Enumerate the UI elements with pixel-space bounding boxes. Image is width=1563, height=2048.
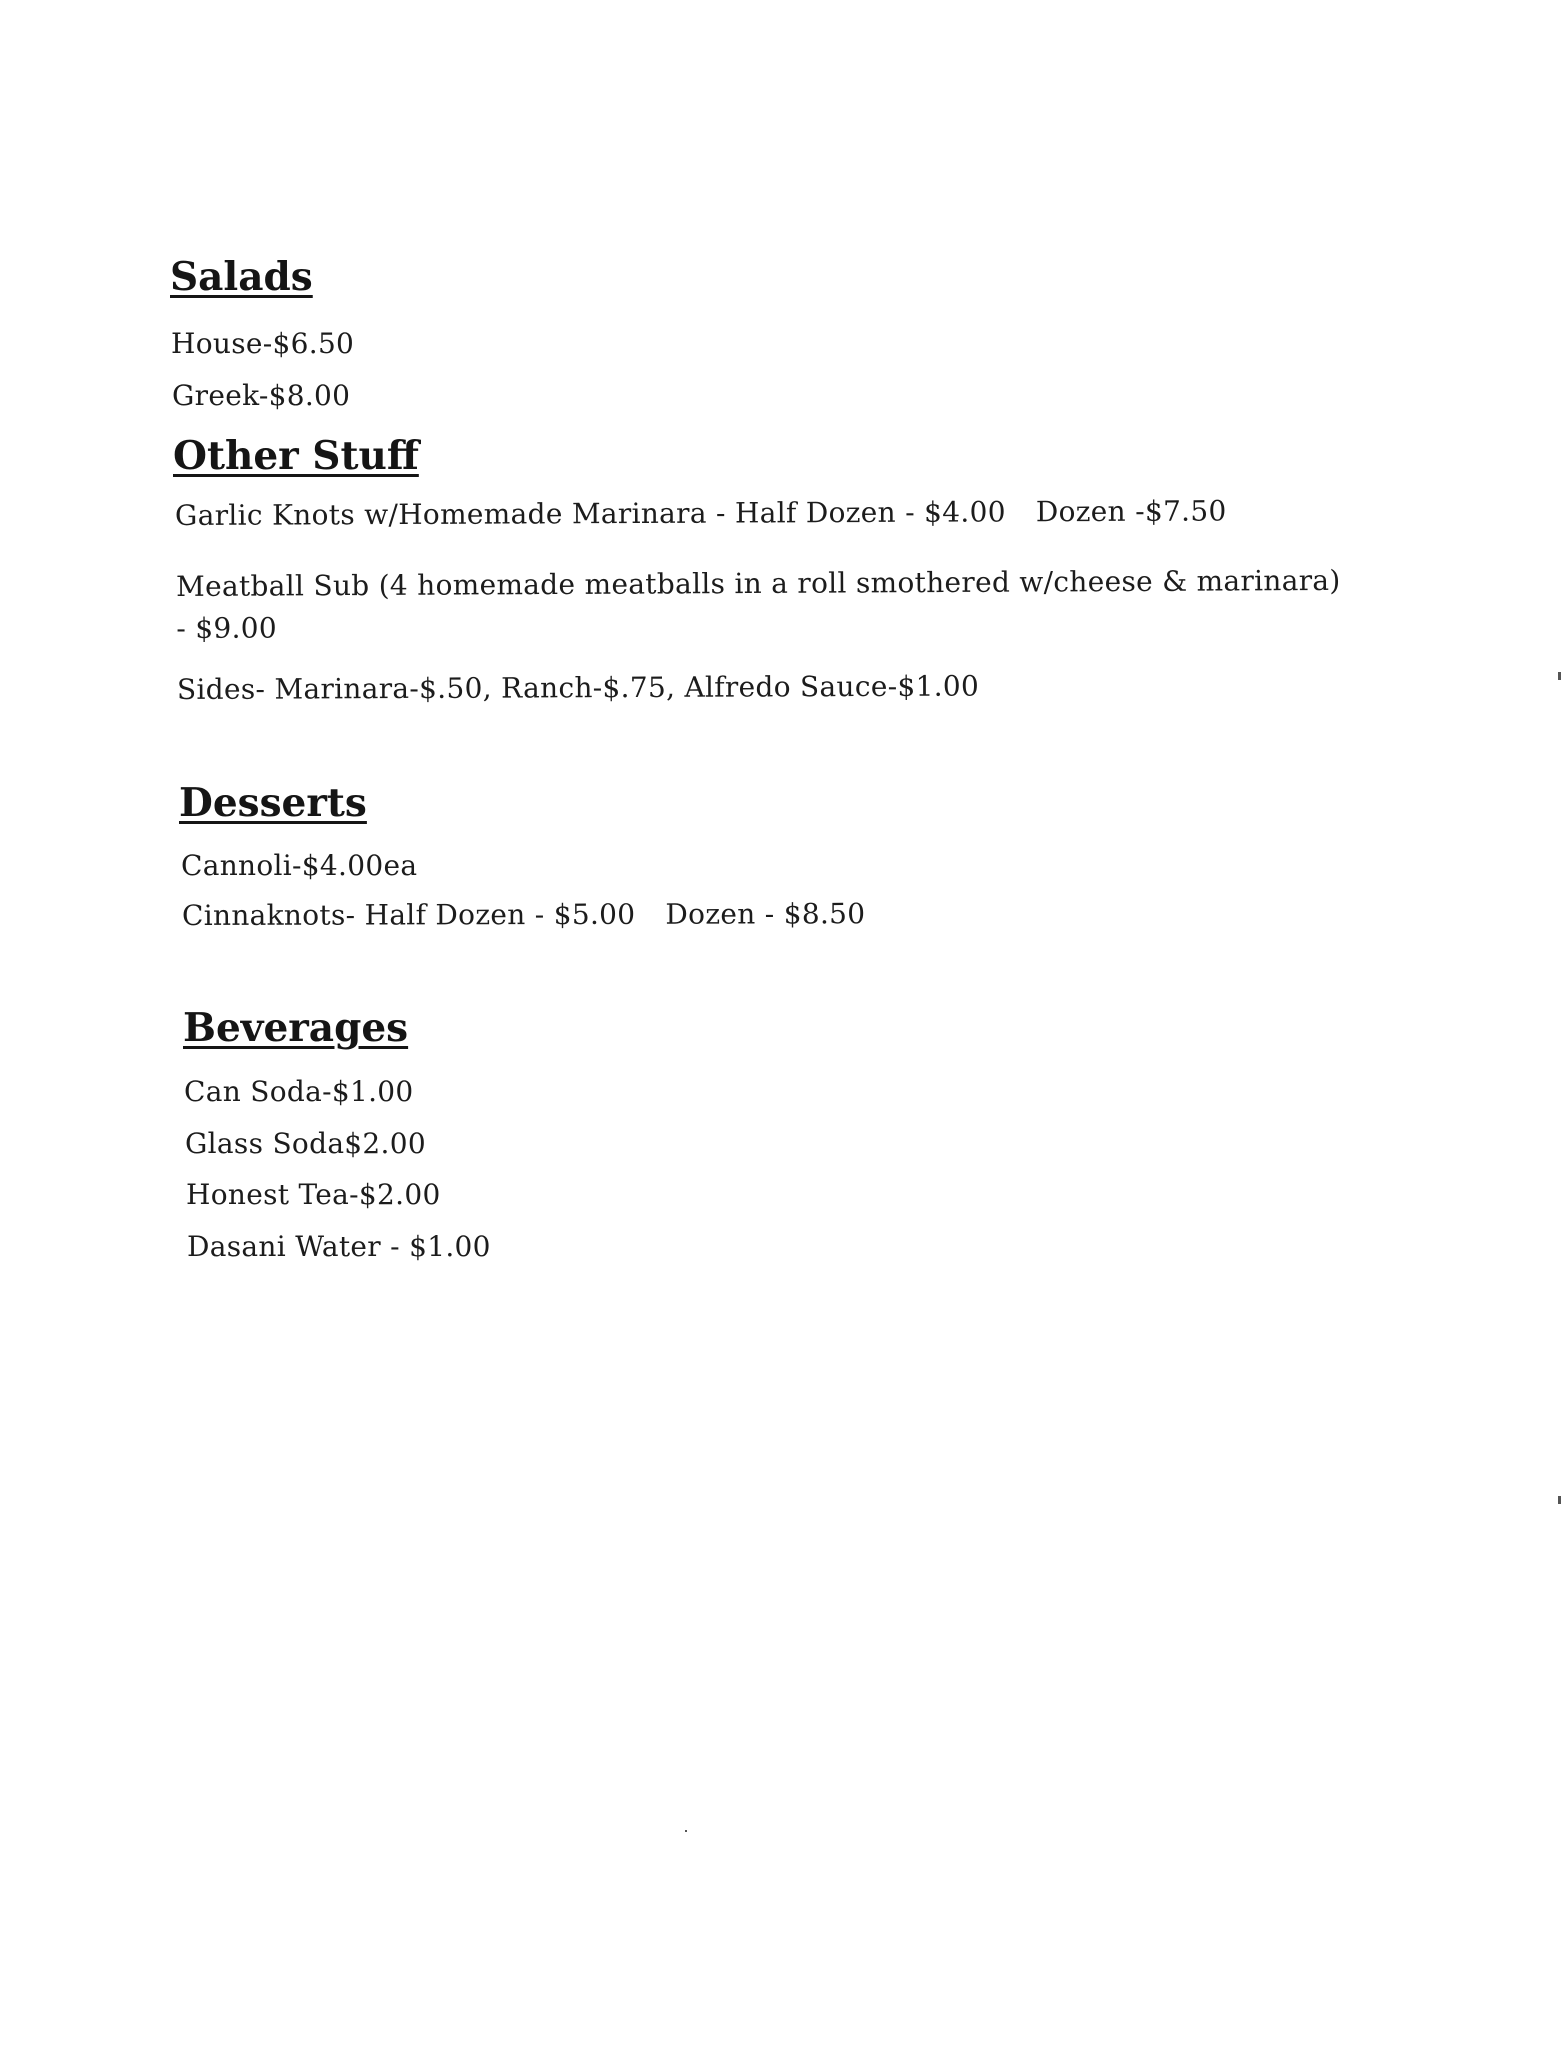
garlic-knots-half-dozen: Garlic Knots w/Homemade Marinara - Half Dozen - $4.00: [174, 495, 1006, 532]
other-stuff-heading: Other Stuff: [173, 433, 419, 479]
scan-speck: [1558, 1496, 1561, 1504]
beverages-heading: Beverages: [183, 1005, 409, 1051]
salad-item-greek: Greek-$8.00: [172, 379, 351, 412]
garlic-knots-item: [174, 494, 1227, 532]
meatball-sub-item: Meatball Sub (4 homemade meatballs in a roll smothered w/cheese & marinara) - $9.00: [176, 563, 1341, 645]
beverage-item-can-soda: Can Soda-$1.00: [184, 1075, 414, 1108]
desserts-heading: Desserts: [179, 780, 367, 826]
garlic-knots-dozen: Dozen -$7.50: [1035, 494, 1227, 529]
salads-heading: Salads: [170, 254, 313, 300]
cinnaknots-half-dozen: Cinnaknots- Half Dozen - $5.00: [181, 897, 636, 932]
salad-item-house: House-$6.50: [171, 327, 355, 360]
beverage-item-honest-tea: Honest Tea-$2.00: [186, 1178, 441, 1211]
scan-speck: [685, 1830, 687, 1832]
cinnaknots-dozen: Dozen - $8.50: [665, 897, 866, 931]
beverage-item-glass-soda: Glass Soda$2.00: [185, 1127, 426, 1160]
sides-item: Sides- Marinara-$.50, Ranch-$.75, Alfredo Sauce-$1.00: [176, 669, 980, 706]
dessert-item-cannoli: Cannoli-$4.00ea: [181, 849, 418, 882]
scan-speck: [1558, 672, 1561, 680]
beverage-item-dasani-water: Dasani Water - $1.00: [187, 1230, 491, 1263]
dessert-item-cinnaknots: [181, 897, 866, 932]
